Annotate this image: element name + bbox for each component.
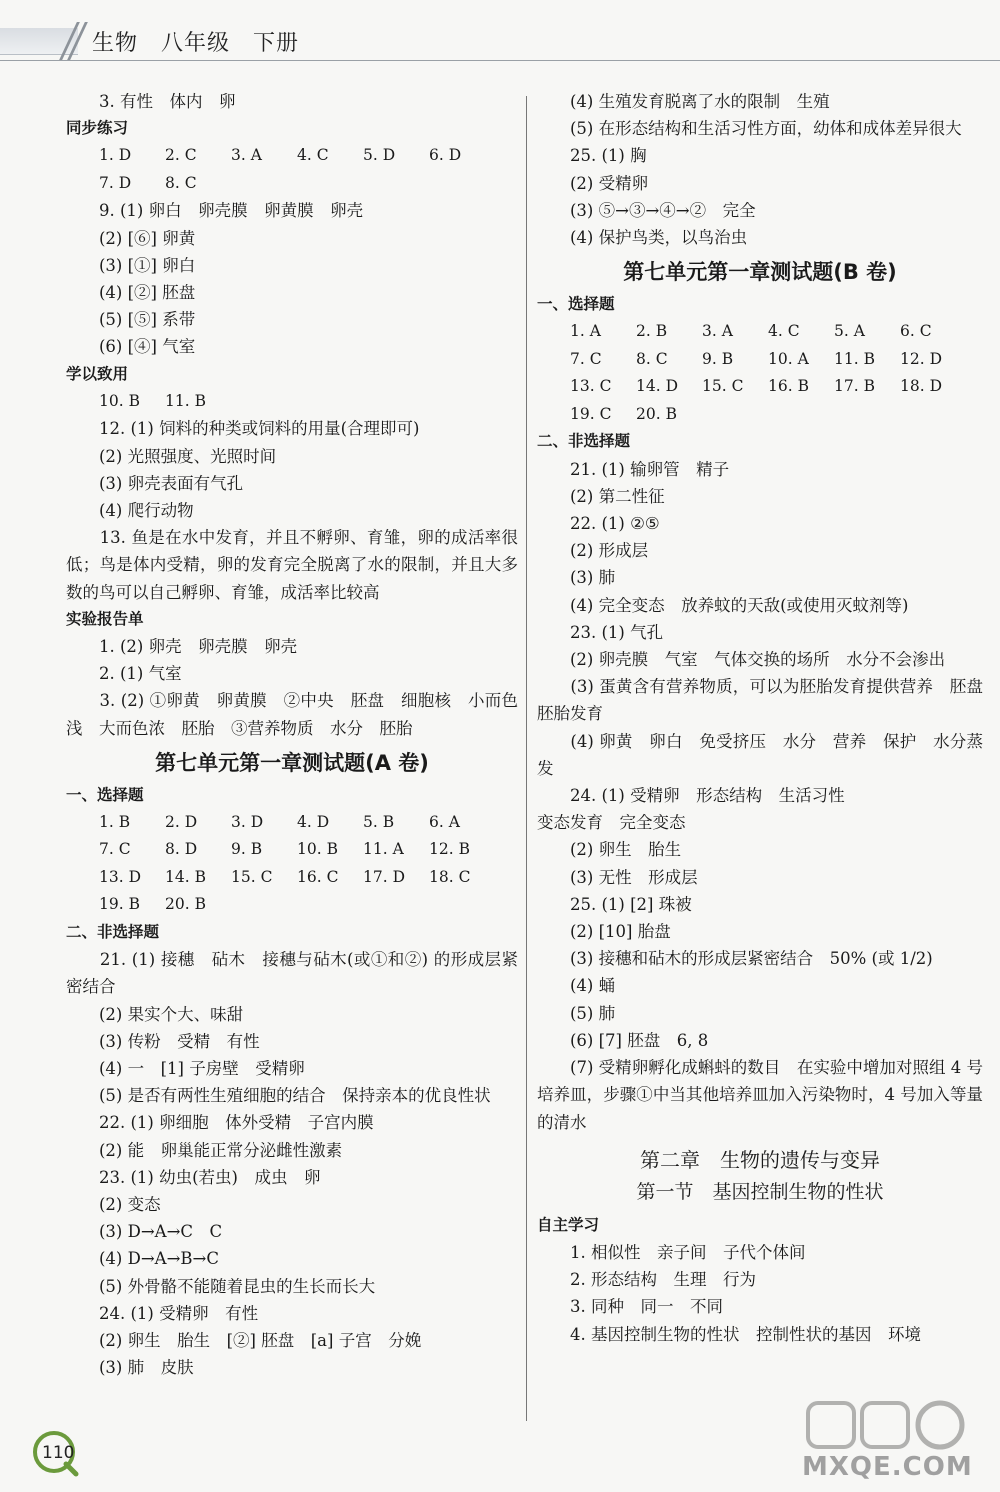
answer-choice: 3. D xyxy=(231,812,264,831)
answer-choice: 5. A xyxy=(834,322,865,341)
answer-line: 12. (1) 饲料的种类或饲料的用量(合理即可) xyxy=(99,419,420,439)
answer-choice: 12. D xyxy=(900,349,943,368)
answer-line: (4) 完全变态 放养蚊的天敌(或使用灭蚊剂等) xyxy=(570,595,909,615)
answer-choice: 5. B xyxy=(363,812,395,831)
answer-line: (5) [⑤] 系带 xyxy=(99,310,196,330)
section-heading: 同步练习 xyxy=(66,119,129,138)
answer-choice: 1. B xyxy=(99,812,131,831)
answer-line: 2. 形态结构 生理 行为 xyxy=(570,1270,756,1290)
answer-line: (5) 外骨骼不能随着昆虫的生长而长大 xyxy=(99,1276,376,1296)
answer-line: (6) [7] 胚盘 6, 8 xyxy=(570,1030,709,1050)
answer-line: (6) [④] 气室 xyxy=(99,337,196,357)
answer-line: 变态发育 完全变态 xyxy=(537,813,686,833)
answer-line: (2) 形成层 xyxy=(570,541,649,561)
answer-choice: 12. B xyxy=(429,840,470,859)
answer-choice: 6. C xyxy=(900,322,932,341)
answer-choice: 15. C xyxy=(702,377,744,396)
answer-paragraph: (5) 是否有两性生殖细胞的结合 保持亲本的优良性状 xyxy=(66,1086,491,1106)
answer-choice: 18. C xyxy=(429,867,471,886)
answer-line: (3) ⑤→③→④→② 完全 xyxy=(570,200,756,220)
header-rule xyxy=(0,60,1000,61)
section-heading: 学以致用 xyxy=(66,364,129,383)
answer-choice: 19. C xyxy=(570,404,612,423)
answer-choice: 3. A xyxy=(231,146,262,165)
answer-choice: 16. B xyxy=(768,377,809,396)
answer-choice: 8. D xyxy=(165,840,198,859)
answer-grid-row xyxy=(66,836,518,864)
answer-line: 25. (1) 胸 xyxy=(570,146,647,166)
answer-choice: 13. C xyxy=(570,377,612,396)
answer-choice: 19. B xyxy=(99,895,140,914)
answer-line: (2) 能 卵巢能正常分泌雌性激素 xyxy=(99,1140,343,1160)
answer-line: (2) 卵壳膜 气室 气体交换的场所 水分不会渗出 xyxy=(570,650,946,670)
answer-choice: 15. C xyxy=(231,867,273,886)
test-title: 第七单元第一章测试题(B 卷) xyxy=(623,260,897,285)
answer-grid-row xyxy=(537,373,983,401)
answer-choice: 2. D xyxy=(165,812,198,831)
answer-choice: 4. D xyxy=(297,812,330,831)
answer-grid-row xyxy=(66,170,518,198)
answer-line: (3) 肺 xyxy=(570,568,616,588)
answer-choice: 11. B xyxy=(165,391,206,410)
answer-line: (4) 保护鸟类，以鸟治虫 xyxy=(570,228,748,248)
page-number: 110 xyxy=(42,1443,75,1463)
chapter-title: 第二章 生物的遗传与变异 xyxy=(640,1147,880,1172)
answer-choice: 11. B xyxy=(834,349,875,368)
section-heading: 二、非选择题 xyxy=(66,922,160,941)
answer-line: (4) 蛹 xyxy=(570,976,616,996)
answer-line: 23. (1) 气孔 xyxy=(570,622,664,642)
answer-grid-row xyxy=(537,318,983,346)
section-heading: 一、选择题 xyxy=(537,295,615,314)
answer-paragraph: 21. (1) 接穗 砧木 接穗与砧木(或①和②) 的形成层紧密结合 xyxy=(66,950,518,997)
answer-line: (3) 无性 形成层 xyxy=(570,867,698,887)
answer-choice: 9. B xyxy=(231,840,263,859)
answer-line: (4) 爬行动物 xyxy=(99,500,194,520)
answer-choice: 7. D xyxy=(99,173,132,192)
answer-paragraph: 3. (2) ①卵黄 卵黄膜 ②中央 胚盘 细胞核 小而色浅 大而色浓 胚胎 ③营养物质 水分 胚胎 xyxy=(66,691,518,738)
answer-line: (3) 传粉 受精 有性 xyxy=(99,1031,260,1051)
answer-line: (2) 光照强度、光照时间 xyxy=(99,446,277,466)
answer-choice: 1. D xyxy=(99,146,132,165)
section-heading: 一、选择题 xyxy=(66,785,144,804)
answer-line: 4. 基因控制生物的性状 控制性状的基因 环境 xyxy=(570,1324,921,1344)
answer-line: (3) 接穗和砧木的形成层紧密结合 50% (或 1/2) xyxy=(570,949,933,969)
watermark-text: MXQE.COM xyxy=(802,1452,973,1482)
answer-line: (2) 第二性征 xyxy=(570,486,665,506)
answer-choice: 1. A xyxy=(570,322,601,341)
answer-choice: 16. C xyxy=(297,867,339,886)
answer-line: (3) 卵壳表面有气孔 xyxy=(99,473,244,493)
answer-grid-row xyxy=(66,891,518,919)
answer-choice: 14. B xyxy=(165,867,206,886)
header-title: 生物 八年级 下册 xyxy=(92,31,300,56)
answer-line: 1. 相似性 亲子间 子代个体间 xyxy=(570,1242,806,1262)
answer-choice: 4. C xyxy=(297,146,329,165)
answer-line: (2) 卵生 胎生 xyxy=(570,840,682,860)
answer-paragraph: (4) 卵黄 卵白 免受挤压 水分 营养 保护 水分蒸发 xyxy=(537,731,983,778)
answer-choice: 20. B xyxy=(165,895,206,914)
answer-line: 22. (1) ②⑤ xyxy=(570,514,660,534)
answer-grid-row xyxy=(537,346,983,374)
answer-choice: 4. C xyxy=(768,322,800,341)
section-heading: 实验报告单 xyxy=(66,609,144,628)
answer-choice: 11. A xyxy=(363,840,404,859)
column-divider xyxy=(526,96,527,1421)
answer-paragraph: (3) 蛋黄含有营养物质，可以为胚胎发育提供营养 胚盘 胚胎发育 xyxy=(537,677,1000,724)
answer-line: (4) [②] 胚盘 xyxy=(99,283,196,303)
test-title: 第七单元第一章测试题(A 卷) xyxy=(155,750,429,775)
left-column xyxy=(66,88,518,1381)
answer-line: (3) D→A→C C xyxy=(99,1222,223,1242)
answer-line: 23. (1) 幼虫(若虫) 成虫 卵 xyxy=(99,1167,321,1187)
right-column xyxy=(537,88,1000,1348)
answer-line: 2. (1) 气室 xyxy=(99,664,182,684)
answer-line: (2) [⑥] 卵黄 xyxy=(99,228,196,248)
answer-line: 3. 同种 同一 不同 xyxy=(570,1297,723,1317)
page-header xyxy=(0,0,1000,72)
answer-choice: 5. D xyxy=(363,146,396,165)
answer-line: 25. (1) [2] 珠被 xyxy=(570,894,692,914)
answer-choice: 17. B xyxy=(834,377,875,396)
answer-choice: 10. A xyxy=(768,349,809,368)
answer-paragraph: (5) 在形态结构和生活习性方面，幼体和成体差异很大 xyxy=(537,119,962,139)
answer-choice: 14. D xyxy=(636,377,679,396)
section-title: 第一节 基因控制生物的性状 xyxy=(636,1180,884,1203)
answer-choice: 9. B xyxy=(702,349,734,368)
answer-line: (3) [①] 卵白 xyxy=(99,255,196,275)
answer-choice: 17. D xyxy=(363,867,406,886)
answer-line: (4) 一 [1] 子房壁 受精卵 xyxy=(99,1058,305,1078)
answer-line: 21. (1) 输卵管 精子 xyxy=(570,459,730,479)
answer-grid-row xyxy=(66,809,518,837)
answer-line: (5) 肺 xyxy=(570,1003,616,1023)
answer-grid-row xyxy=(66,864,518,892)
answer-line: 22. (1) 卵细胞 体外受精 子宫内膜 xyxy=(99,1113,374,1133)
answer-choice: 6. D xyxy=(429,146,462,165)
answer-line: 3. 有性 体内 卵 xyxy=(99,92,236,111)
answer-line: 9. (1) 卵白 卵壳膜 卵黄膜 卵壳 xyxy=(99,201,364,221)
answer-line: (2) 变态 xyxy=(99,1195,161,1214)
answer-choice: 18. D xyxy=(900,377,943,396)
answer-line: 24. (1) 受精卵 有性 xyxy=(99,1303,259,1323)
section-heading: 二、非选择题 xyxy=(537,432,631,451)
answer-paragraph: 13. 鱼是在水中发育，并且不孵卵、育雏，卵的成活率很低；鸟是体内受精，卵的发育完全脱离了水的限制，并且大多数的鸟可以自己孵卵、育雏，成活率比较高 xyxy=(66,528,518,602)
answer-line: (4) 生殖发育脱离了水的限制 生殖 xyxy=(570,92,830,111)
answer-choice: 8. C xyxy=(165,173,197,192)
answer-choice: 20. B xyxy=(636,404,677,423)
answer-line: 1. (2) 卵壳 卵壳膜 卵壳 xyxy=(99,636,298,656)
answer-line: (2) 果实个大、味甜 xyxy=(99,1004,244,1024)
answer-choice: 6. A xyxy=(429,812,460,831)
answer-choice: 10. B xyxy=(297,840,338,859)
answer-choice: 8. C xyxy=(636,349,668,368)
answer-line: (2) 卵生 胎生 [②] 胚盘 [a] 子宫 分娩 xyxy=(99,1331,422,1351)
answer-choice: 13. D xyxy=(99,867,142,886)
answer-line: (2) 受精卵 xyxy=(570,173,649,193)
answer-grid-row xyxy=(66,142,518,170)
section-heading: 自主学习 xyxy=(537,1215,600,1234)
answer-choice: 2. B xyxy=(636,322,668,341)
answer-grid-row xyxy=(537,401,983,429)
answer-paragraph: (7) 受精卵孵化成蝌蚪的数目 在实验中增加对照组 4 号培养皿，步骤①中当其他培养皿加入污染物时，4 号加入等量的清水 xyxy=(537,1058,983,1132)
answer-line: (2) [10] 胎盘 xyxy=(570,922,671,942)
answer-line: 24. (1) 受精卵 形态结构 生活习性 xyxy=(570,786,845,806)
answer-choice: 2. C xyxy=(165,146,197,165)
answer-line: (3) 肺 皮肤 xyxy=(99,1358,194,1378)
answer-choice: 10. B xyxy=(99,391,140,410)
answer-line: (4) D→A→B→C xyxy=(99,1249,219,1269)
answer-grid-row xyxy=(66,388,518,416)
answer-choice: 3. A xyxy=(702,322,733,341)
answer-choice: 7. C xyxy=(99,840,131,859)
answer-choice: 7. C xyxy=(570,349,602,368)
